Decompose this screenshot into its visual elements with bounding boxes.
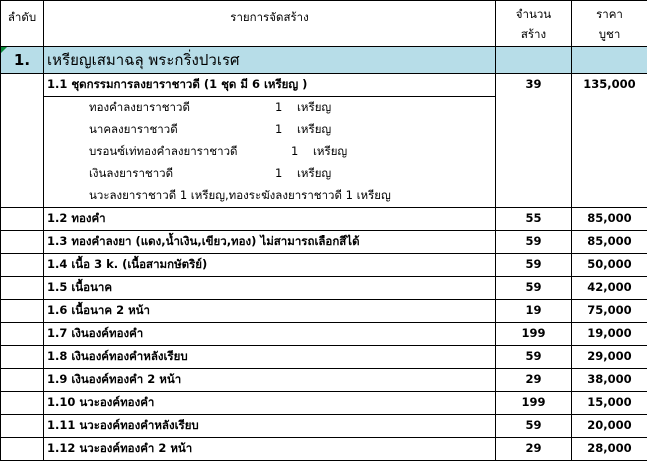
item-label: 1.8 เงินองค์ทองคำหลังเรียบ <box>44 346 496 369</box>
set-component-cell <box>44 97 496 120</box>
row-no-cell <box>1 208 44 231</box>
component-name: ทองคำลงยาราชาวดี <box>89 100 190 114</box>
header-item: รายการจัดสร้าง <box>44 1 496 47</box>
table-row <box>1 277 647 300</box>
item-label: 1.9 เงินองค์ทองคำ 2 หน้า <box>44 369 496 392</box>
row-no-cell <box>1 277 44 300</box>
item-qty: 59 <box>496 277 572 300</box>
item-label: 1.11 นวะองค์ทองคำหลังเรียบ <box>44 415 496 438</box>
item-price: 28,000 <box>572 438 647 461</box>
header-qty-line2: สร้าง <box>520 27 547 41</box>
component-count: 1 <box>275 100 283 114</box>
header-price-line1: ราคา <box>596 7 623 21</box>
table-body <box>1 47 647 461</box>
item-label: 1.3 ทองคำลงยา (แดง,น้ำเงิน,เขียว,ทอง) ไม่สามารถเลือกสีได้ <box>44 231 496 254</box>
table-row <box>1 438 647 461</box>
table-row <box>1 323 647 346</box>
blank-no-cell <box>1 163 44 185</box>
item-qty: 55 <box>496 208 572 231</box>
blank-no-cell <box>1 185 44 208</box>
table-row <box>1 392 647 415</box>
section-number: 1. <box>1 47 44 74</box>
table-row <box>1 254 647 277</box>
cell-comment-marker <box>1 47 7 53</box>
component-count: 1 <box>275 122 283 136</box>
item-qty: 59 <box>496 254 572 277</box>
component-unit: เหรียญ <box>297 166 332 180</box>
blank-no-cell <box>1 97 44 120</box>
set-item-label: 1.1 ชุดกรรมการลงยาราชาวดี (1 ชุด มี 6 เหรียญ ) <box>44 74 496 97</box>
table-row <box>1 369 647 392</box>
row-no-cell <box>1 369 44 392</box>
item-price: 19,000 <box>572 323 647 346</box>
row-no-cell <box>1 323 44 346</box>
row-no-cell <box>1 392 44 415</box>
section-price-cell <box>572 47 647 74</box>
item-label: 1.4 เนื้อ 3 k. (เนื้อสามกษัตริย์) <box>44 254 496 277</box>
item-price: 15,000 <box>572 392 647 415</box>
table-row <box>1 208 647 231</box>
table-row <box>1 231 647 254</box>
component-name: บรอนซ์เท่ทองคำลงยาราชาวดี <box>89 144 238 158</box>
blank-no-cell <box>1 119 44 141</box>
section-row <box>1 47 647 74</box>
set-item-qty: 39 <box>496 74 572 208</box>
item-price: 38,000 <box>572 369 647 392</box>
item-price: 75,000 <box>572 300 647 323</box>
item-price: 85,000 <box>572 231 647 254</box>
item-qty: 59 <box>496 415 572 438</box>
table-row <box>1 415 647 438</box>
component-unit: เหรียญ <box>313 144 348 158</box>
item-label: 1.2 ทองคำ <box>44 208 496 231</box>
row-no-cell <box>1 415 44 438</box>
component-count: 1 <box>275 166 283 180</box>
item-qty: 29 <box>496 369 572 392</box>
set-component-cell <box>44 141 496 163</box>
item-label: 1.7 เงินองค์ทองคำ <box>44 323 496 346</box>
item-qty: 59 <box>496 231 572 254</box>
item-qty: 59 <box>496 346 572 369</box>
row-no-cell <box>1 346 44 369</box>
header-qty <box>496 1 572 47</box>
header-qty-line1: จำนวน <box>515 7 552 21</box>
set-item-no-cell <box>1 74 44 97</box>
item-qty: 19 <box>496 300 572 323</box>
item-qty: 29 <box>496 438 572 461</box>
set-component-cell <box>44 119 496 141</box>
header-price-line2: บูชา <box>598 27 621 41</box>
section-qty-cell <box>496 47 572 74</box>
item-price: 85,000 <box>572 208 647 231</box>
component-name: นาคลงยาราชาวดี <box>89 122 178 136</box>
component-unit: เหรียญ <box>297 100 332 114</box>
component-count: 1 <box>291 144 299 158</box>
item-label: 1.5 เนื้อนาค <box>44 277 496 300</box>
item-price: 42,000 <box>572 277 647 300</box>
header-price <box>572 1 647 47</box>
row-no-cell <box>1 254 44 277</box>
set-note: นวะลงยาราชาวดี 1 เหรียญ,ทองระฆังลงยาราชาวดี 1 เหรียญ <box>44 185 496 208</box>
item-price: 29,000 <box>572 346 647 369</box>
header-row <box>1 1 647 47</box>
item-price: 50,000 <box>572 254 647 277</box>
item-label: 1.12 นวะองค์ทองคำ 2 หน้า <box>44 438 496 461</box>
item-price: 20,000 <box>572 415 647 438</box>
set-item-price: 135,000 <box>572 74 647 208</box>
row-no-cell <box>1 300 44 323</box>
blank-no-cell <box>1 141 44 163</box>
component-name: เงินลงยาราชาวดี <box>89 166 174 180</box>
header-no: ลำดับ <box>1 1 44 47</box>
item-qty: 199 <box>496 323 572 346</box>
item-qty: 199 <box>496 392 572 415</box>
row-no-cell <box>1 438 44 461</box>
item-label: 1.6 เนื้อนาค 2 หน้า <box>44 300 496 323</box>
set-item-row <box>1 74 647 97</box>
component-unit: เหรียญ <box>297 122 332 136</box>
table-row <box>1 300 647 323</box>
item-label: 1.10 นวะองค์ทองคำ <box>44 392 496 415</box>
section-title: เหรียญเสมาฉลุ พระกริ่งปวเรศ <box>44 47 496 74</box>
row-no-cell <box>1 231 44 254</box>
set-component-cell <box>44 163 496 185</box>
table-row <box>1 346 647 369</box>
